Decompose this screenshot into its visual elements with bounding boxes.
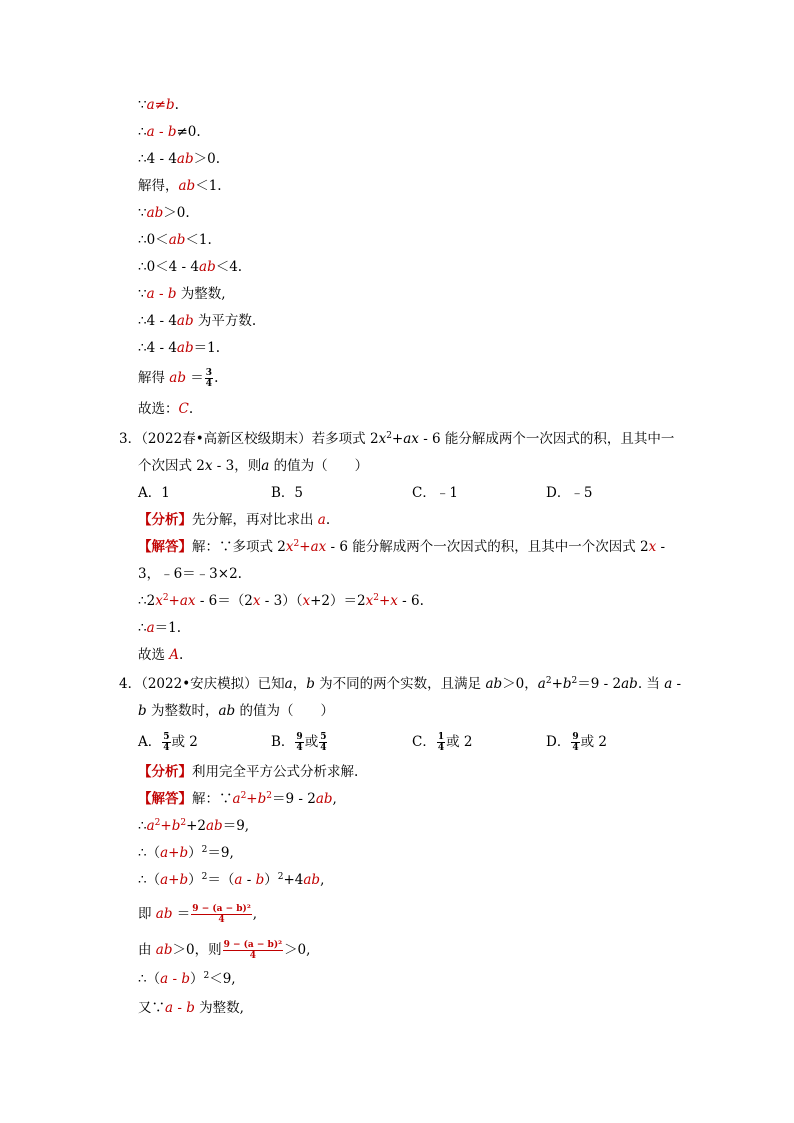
solution-line: ∴（a - b）$^2$＜9, [138,971,236,987]
question-3-stem: 3．（2022春•高新区校级期末）若多项式 $2x^2+ax - 6$ 能分解成两个一次因式的积，且其中一 [119,431,675,447]
solution-line: $\therefore(a+b)^2=9$, [138,845,234,861]
fraction: $\frac{\text{9 − (a − b)²}}{4}$ [223,940,283,961]
question-4-stem: 4．（2022•安庆模拟）已知a，b 为不同的两个实数，且满足 ab＞0，$a^2+b^2=9 - 2ab$. 当 a - [119,676,682,692]
solution-line: 故选 A. [138,647,184,663]
option-a: A． $\frac{5}{4}$ 或 2 [138,732,198,753]
solution-line: ∴0＜ab＜1. [138,232,212,248]
fraction: $\frac{5}{4}$ [163,732,170,753]
solution-line: $\therefore a^2+b^2+2ab=9$, [138,818,250,834]
option-c: C．﹣1 [412,485,458,501]
option-d: D． $\frac{9}{4}$ 或 2 [546,732,607,753]
fraction: $\frac{9}{4}$ [572,732,579,753]
analysis-line: 【分析】利用完全平方公式分析求解. [138,764,359,780]
option-b: B． $\frac{9}{4}$ 或 $\frac{5}{4}$ [271,732,327,753]
option-b: B．5 [271,485,304,501]
option-a: A．1 [138,485,170,501]
solution-line: ∴4 - 4ab＞0. [138,151,221,167]
solution-line: 由 ab＞0，则 $\frac{\text{9 − (a − b)²}}{4}$ ＞0, [138,940,311,961]
solution-line: ∴4 - 4ab 为平方数. [138,313,257,329]
solution-line: ∵a≠b. [138,97,179,113]
solution-line: ∵ab＞0. [138,205,190,221]
solution-line: 【解答】解：∵多项式 $2x^2+ax - 6$ 能分解成两个一次因式的积，且其中一个次因式 2x - [138,539,666,555]
fraction: $\frac{1}{4}$ [437,732,445,753]
solution-line: $\therefore 2x^2+ax - 6=(2x - 3)(x+2)=2x^2+x - 6$. [138,593,424,609]
solution-line: ∴a - b≠0. [138,124,201,140]
fraction: $\frac{9}{4}$ [296,732,303,753]
fraction: $\frac{3}{4}$ [205,368,213,389]
solution-line: ∴a＝1. [138,620,182,636]
solution-line: 即 ab ＝ $\frac{\text{9 − (a − b)²}}{4}$ , [138,904,258,925]
solution-line: ∴0＜4 - 4ab＜4. [138,259,243,275]
solution-line: ∴4 - 4ab＝1. [138,340,221,356]
solution-line: ∵a - b 为整数, [138,286,226,302]
fraction: $\frac{5}{4}$ [320,732,327,753]
solution-line: 故选：C. [138,401,194,417]
fraction: $\frac{\text{9 − (a − b)²}}{4}$ [192,904,251,925]
question-3-stem: 个次因式 2x - 3，则a 的值为（ ） [138,458,369,474]
solution-line: 又∵a - b 为整数, [138,1000,244,1016]
option-c: C． $\frac{1}{4}$ 或 2 [412,732,473,753]
solution-line: 解得 ab ＝ $\frac{3}{4}$ . [138,368,219,389]
option-d: D．﹣5 [546,485,593,501]
analysis-line: 【分析】先分解，再对比求出 a. [138,512,331,528]
solution-line: 解得，ab＜1. [138,178,222,194]
solution-line: 3，﹣6＝﹣3×2. [138,566,242,582]
solution-line: 【解答】解：$\because a^2+b^2=9 - 2ab$, [138,791,337,807]
question-4-stem: b 为整数时，ab 的值为（ ） [138,703,334,719]
solution-line: $\therefore(a+b)^2=(a - b)^2+4ab$, [138,872,325,888]
